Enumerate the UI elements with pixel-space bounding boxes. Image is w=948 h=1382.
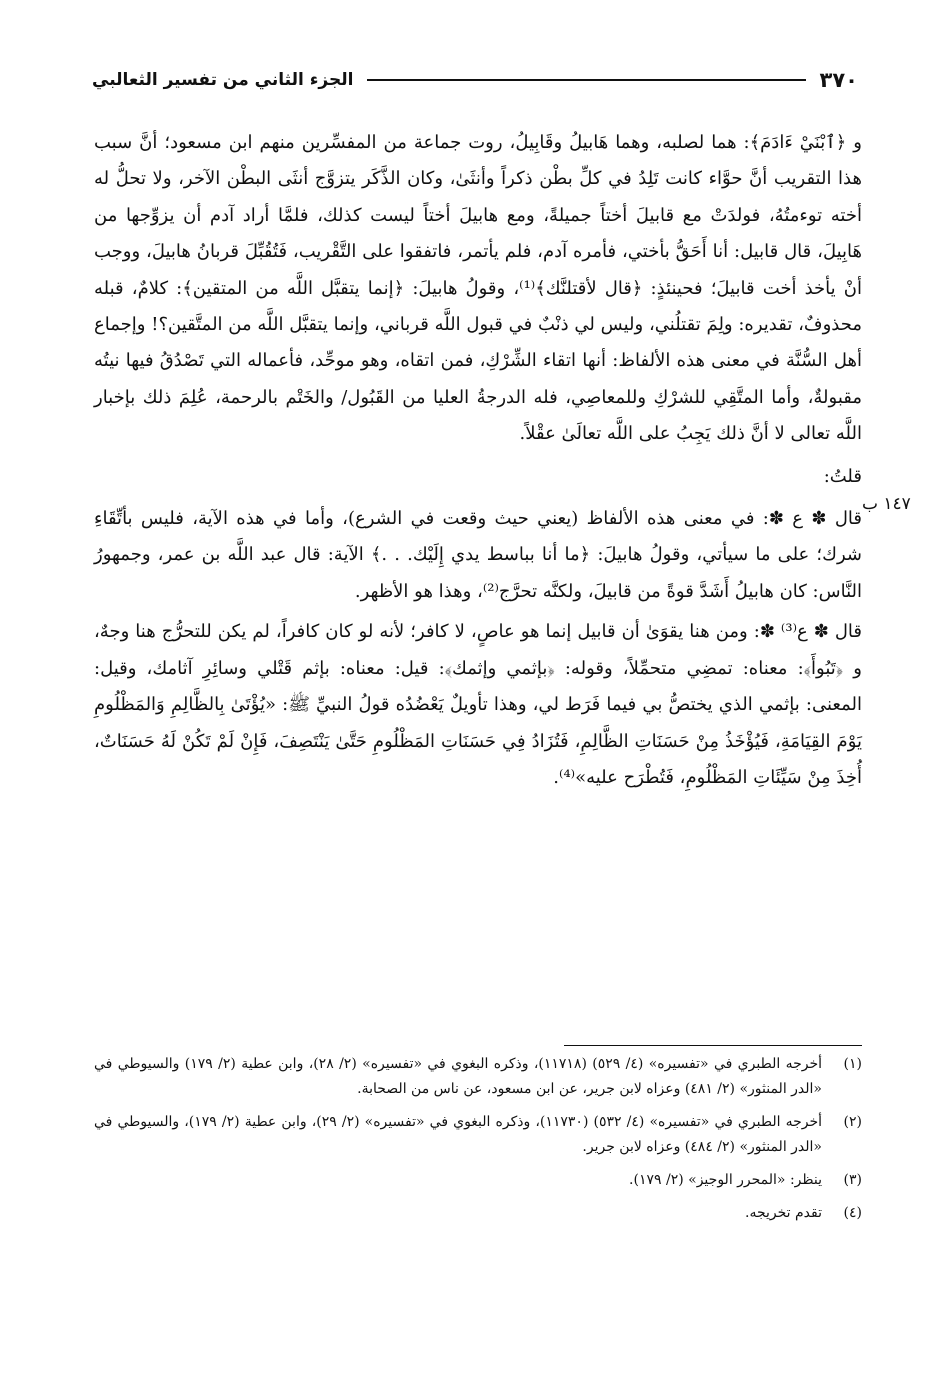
- footnote-text: أخرجه الطبري في «تفسيره» (٤/ ٥٣٢) (١١٧٣٠)، وذكره البغوي في «تفسيره» (٢/ ٢٩)، وابن عطية (٢/ ١٧٩)، والسيوطي في «الدر المنثور» (٢/ ٤٨٤) وعزاه لابن جرير.: [94, 1114, 823, 1155]
- main-text: [94, 125, 862, 796]
- footnote-separator: [564, 1045, 862, 1046]
- footnote-3: [94, 1168, 862, 1193]
- paragraph-qultu: قلتُ:: [823, 465, 862, 487]
- paragraph-ibn-atiyya-1: قال ✽ ع ✽: في معنى هذه الألفاظ (يعني حيث وقعت في الشرع)، وأما في هذه الآية، فليس بأتِّقَاءِ شرك؛ على ما سيأتي، وقولُ هابيلَ: ﴿ما أنا بباسط يدي إِلَيْك. . .﴾ الآية: قال عبد اللَّه بن عمر، وجمهورُ النَّاس: كان هابيلُ أَشَدَّ قوةً من قابيلَ، ولكنَّه تحرَّج⁽²⁾، وهذا هو الأظهر.: [94, 508, 862, 602]
- footnote-1: [94, 1052, 862, 1102]
- footnote-text: ينظر: «المحرر الوجيز» (٢/ ١٧٩).: [629, 1172, 822, 1188]
- paragraph-commentary: و ﴿ٱبْنَيْ ءَادَمَ﴾: هما لصلبه، وهما هَابيلُ وقَابِيلُ، روت جماعة من المفسِّرين منهم ابن مسعود؛ أنَّ سبب هذا التقريب أنَّ حوَّاء كانت تَلِدُ في كلِّ بطْن ذكراً وأنثَىٰ، وكان الذَّكَر يتزوَّج أنثَى البطْن الآخر، ولا تحلُّ له أخته توءمتُهُ، فولدَتْ مع قابيلَ أختاً جميلةً، ومع هابيلَ أختاً ليست كذلك، فلمَّا أراد آدم أن يزوِّجها من هَابِيلَ، قال قابيل: أنا أَحَقُّ بأختي، فأمره آدم، فلم يأتمر، فاتفقوا على التَّقْريب، فَتُقُبِّلَ قربانُ هابيلَ، ووجب أنْ يأخذ أخت قابيلَ؛ فحينئذٍ: ﴿قال لأقتلنَّك﴾⁽¹⁾، وقولُ هابيلَ: ﴿إنما يتقبَّل اللَّه من المتقين﴾: كلامٌ، قبله محذوفٌ، تقديره: ولِمَ تقتلُني، وليس لي ذنْبٌ في قبول اللَّه قرباني، وإنما يتقبَّل اللَّه من المتَّقين؟! وإجماع أهل السُّنَّة في معنى هذه الألفاظ: أنها اتقاء الشِّرْكِ، فمن اتقاه، وهو موحِّد، فأعماله التي تَصْدُقُ فيها نيتُه مقبولةٌ، وأما المتَّقِي للشرْكِ وللمعاصِي، فله الدرجةُ العليا من القَبُول/ والخَتْم بالرحمة، عُلِمَ ذلك بإخبار اللَّه تعالى لا أنَّ ذلك يَجِبُ على اللَّه تعالَىٰ عقْلاً.: [94, 132, 862, 445]
- footnote-number: (١): [843, 1056, 862, 1072]
- page-number: ٣٧٠: [819, 68, 858, 92]
- footnote-text: أخرجه الطبري في «تفسيره» (٤/ ٥٢٩) (١١٧١٨)، وذكره البغوي في «تفسيره» (٢/ ٢٨)، وابن عطية (٢/ ١٧٩) والسيوطي في «الدر المنثور» (٢/ ٤٨١) وعزاه لابن جرير، عن ابن مسعود، عن ناس من الصحابة.: [94, 1056, 823, 1097]
- footnote-number: (٢): [843, 1114, 862, 1130]
- paragraph-ibn-atiyya-2: قال ✽ ع⁽³⁾ ✽: ومن هنا يقوَىٰ أن قابيل إنما هو عاصٍ، لا كافر؛ لأنه لو كان كافراً، لم يكن للتحرُّج هنا وجهٌ، و ﴿تَبُوأَ﴾: معناه: تمضِي متحمِّلاً، وقوله: ﴿بإثمي وإثمك﴾: قيل: معناه: بإثم قَتْلي وسائِرِ آثامك، وقيل: المعنى: بإثمي الذي يختصُّ بي فيما فَرَط لي، وهذا تأويلٌ يَعْضُدُه قولُ النبيِّ ﷺ: «يُؤْتَىٰ بِالظَّالِمِ وَالمَظْلُومِ يَوْمَ القِيَامَةِ، فَيُؤْخَذُ مِنْ حَسَنَاتِ الظَّالِمِ، فَتُزَادُ فِي حَسَنَاتِ المَظْلُومِ حَتَّىٰ يَنْتَصِفَ، فَإِنْ لَمْ تَكُنْ لَهُ حَسَنَاتٌ، أُخِذَ مِنْ سَيِّئَاتِ المَظْلُومِ، فَتُطْرَح عليه»⁽⁴⁾.: [94, 621, 862, 788]
- manuscript-folio-marker: ١٤٧ ب: [862, 494, 911, 514]
- footnote-4: [94, 1201, 862, 1226]
- header-rule: [367, 79, 805, 81]
- book-title: الجزء الثاني من تفسير الثعالبي: [92, 70, 354, 90]
- footnotes: [94, 1052, 862, 1234]
- running-header: [92, 60, 858, 100]
- footnote-number: (٣): [843, 1172, 862, 1188]
- footnote-text: تقدم تخريجه.: [745, 1205, 822, 1221]
- footnote-2: [94, 1110, 862, 1160]
- footnote-number: (٤): [843, 1205, 862, 1221]
